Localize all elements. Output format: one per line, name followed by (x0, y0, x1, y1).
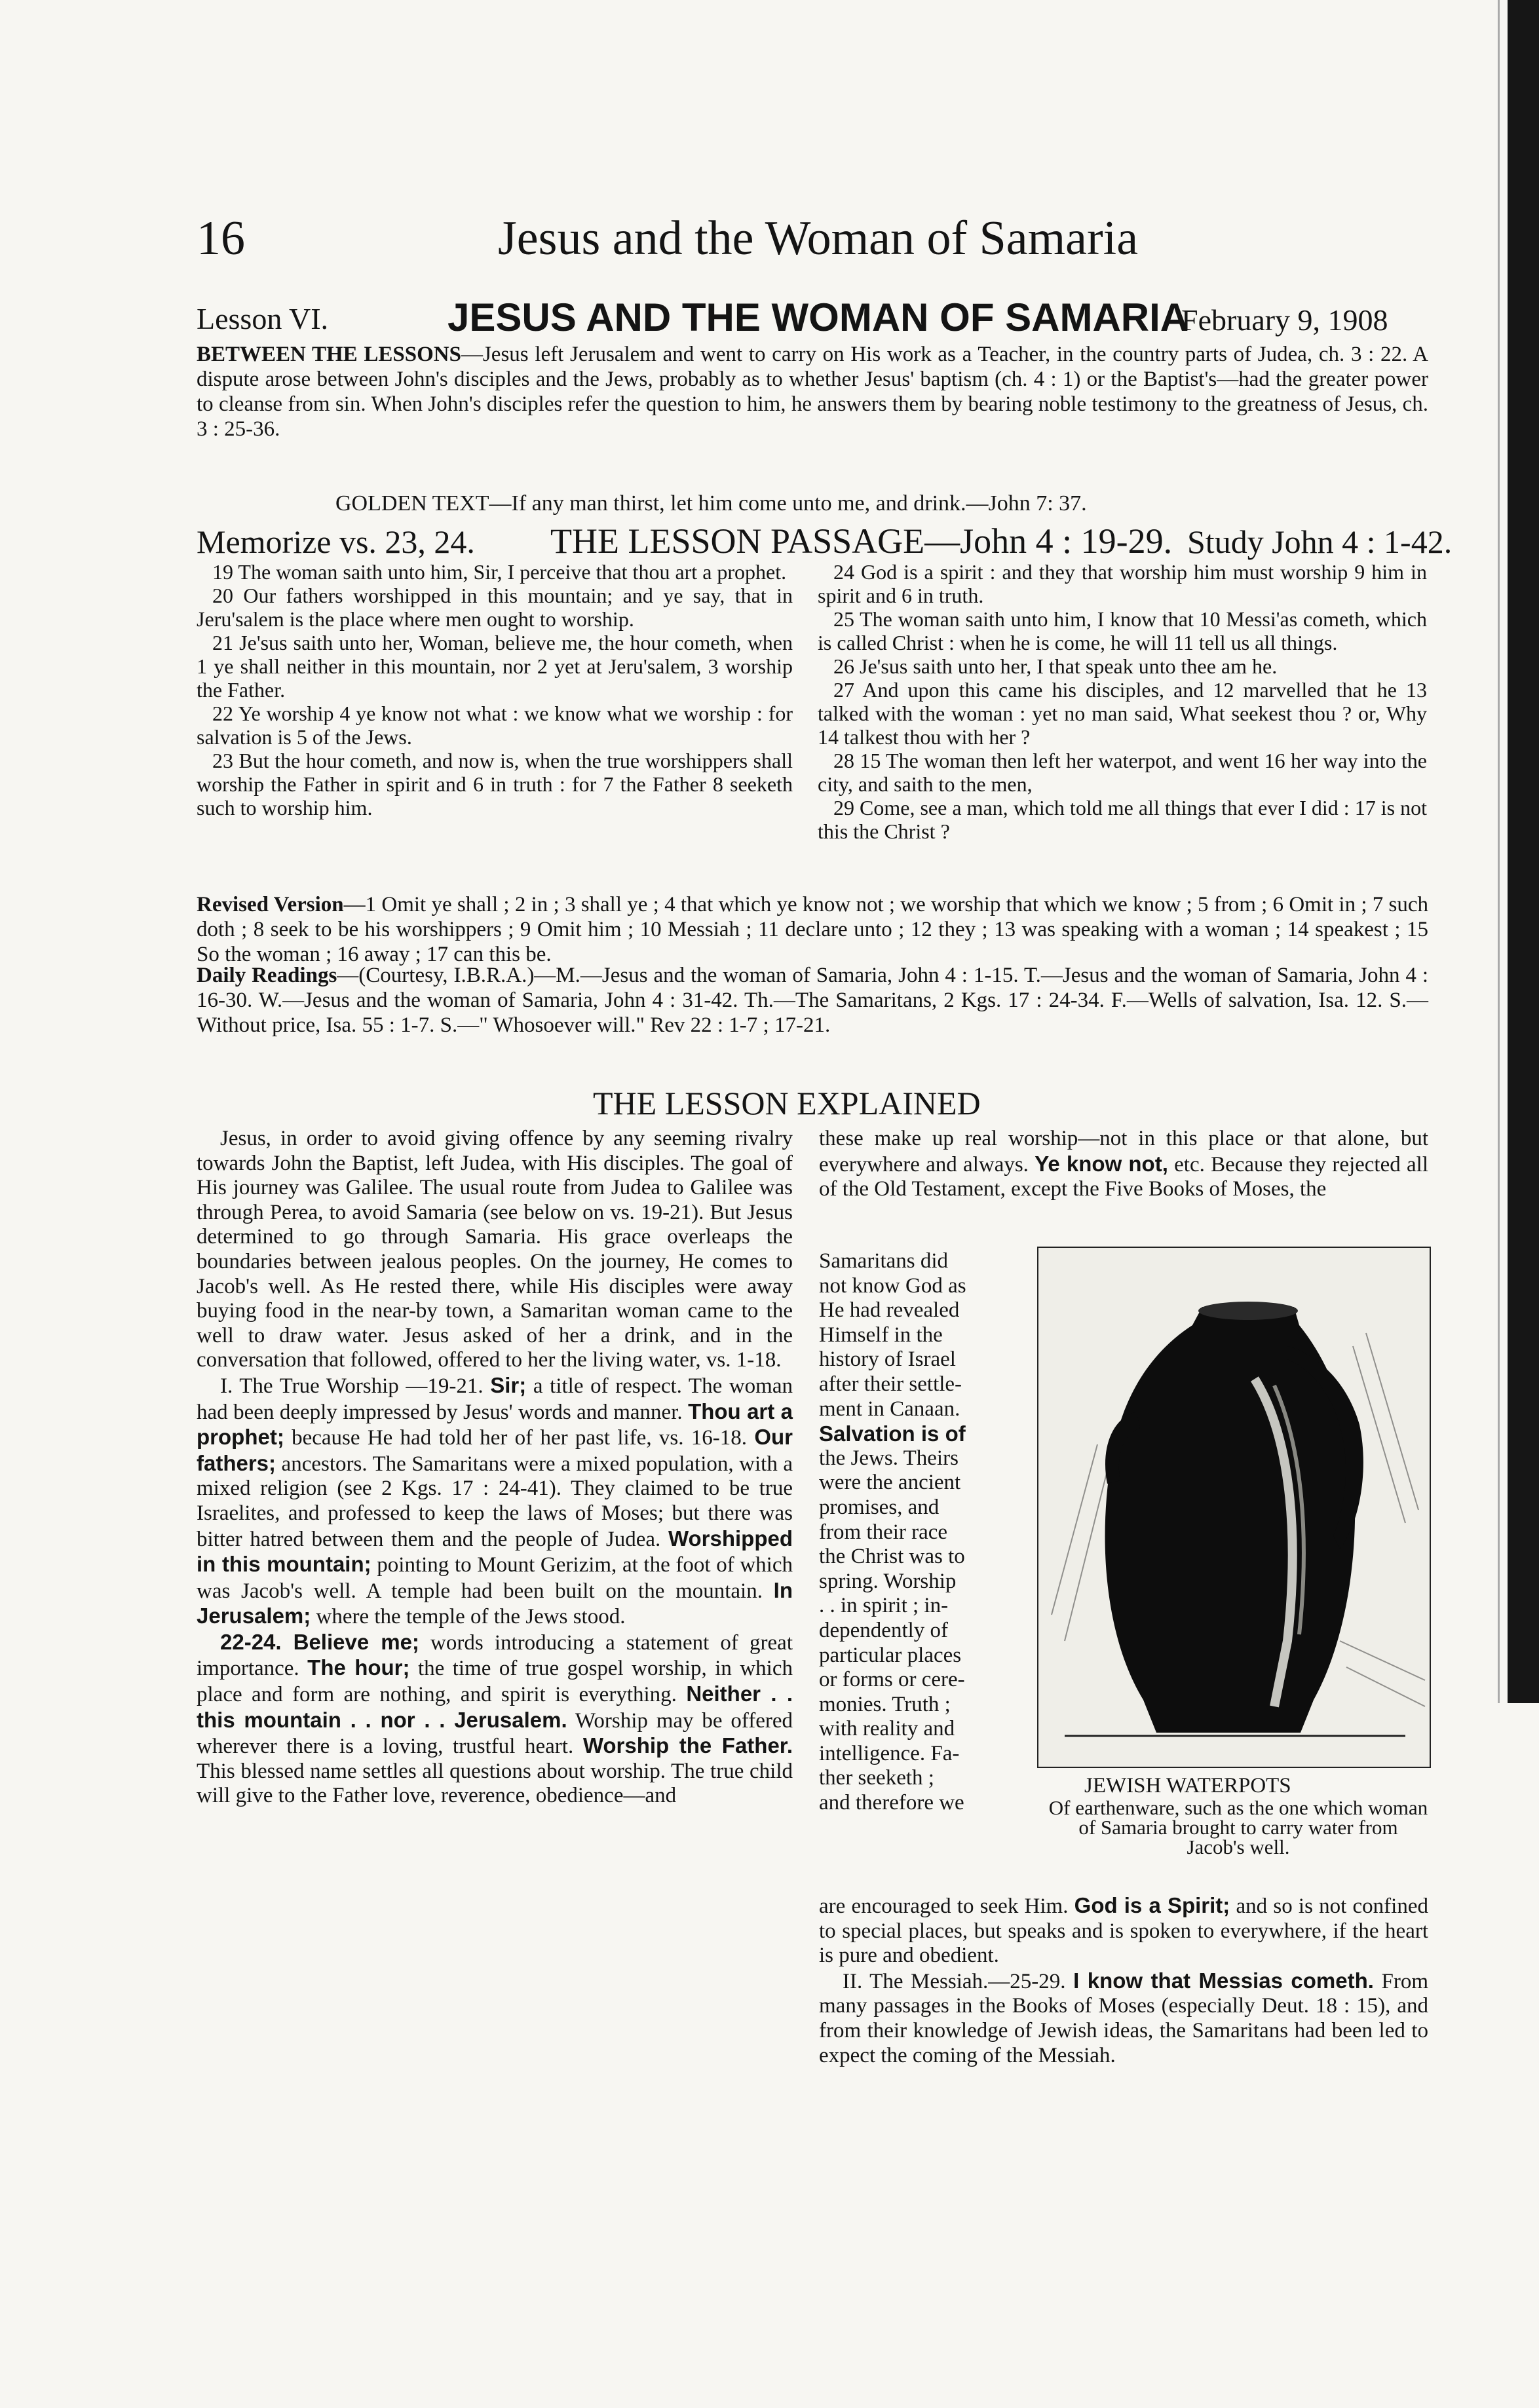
section-heading: II. The Messiah.—25-29. (843, 1969, 1066, 1993)
section-true-worship: I. The True Worship —19-21. Sir; a title of respect. The woman had been deeply impressed by Jesus' words and manner. Thou art a prophet; because He had told her of her past life, vs. 16-18. Our fathers; ancestors. The Samaritans were a mixed population, with a mixed religion (see 2 Kgs. 17 : 24-41). They claimed to be true Israelites, and professed to keep the laws of Moses; but there was bitter hatred between them and the people of Judea. Worshipped in this mountain; pointing to Mount Gerizim, at the foot of which was Jacob's well. A temple had been built on the mountain. In Jerusalem; where the temple of the Jews stood. (197, 1372, 793, 1629)
between-text: —Jesus left Jerusalem and went to carry on His work as a Teacher, in the country parts of Judea, ch. 3 : 22. A dispute arose between John's disciples and the Jews, probably as to whether Jesus' baptism (ch. 4 : 1) or the Baptist's—had the greater power to cleanse from sin. When John's disciples refer the question to him, he answers them by bearing noble testimony to the greatness of Jesus, ch. 3 : 25-36. (197, 343, 1428, 441)
page-number: 16 (197, 212, 245, 265)
continued-paragraph: these make up real worship—not in this place or that alone, but everywhere and always. Ye know not, etc. Because they rejected all of the Old Testament, except the Five Books of Moses, the (819, 1127, 1428, 1201)
running-head: Jesus and the Woman of Samaria (498, 212, 1139, 265)
text-line: were the ancient (819, 1471, 961, 1495)
verses-22-24-paragraph: 22-24. Believe me; words introducing a statement of great importance. The hour; the time of true gospel worship, in which place and form are nothing, and spirit is everything. Neither . . this mountain . . nor . . Jerusalem. Worship may be offered wherever there is a loving, trustful heart. Worship the Father. This blessed name settles all questions about worship. The true child will give to the Father love, reverence, obedience—and (197, 1629, 793, 1808)
between-lessons (197, 342, 1428, 442)
daily-label: Daily Readings (197, 964, 337, 987)
explanation-right-bottom (819, 1893, 1428, 2068)
verse: 28 15 The woman then left her waterpot, and went 16 her way into the city, and saith to the men, (818, 749, 1427, 796)
waterpot-illustration (1037, 1247, 1431, 1768)
text-line: intelligence. Fa- (819, 1741, 960, 1765)
golden-text: GOLDEN TEXT—If any man thirst, let him come unto me, and drink.—John 7: 37. (335, 491, 1087, 516)
section-messiah: II. The Messiah.—25-29. I know that Messias cometh. From many passages in the Books of Moses (especially Deut. 18 : 15), and from their knowledge of Jewish ideas, the Samaritans had been led to expect the coming of the Messiah. (819, 1968, 1429, 2067)
verse: 21 Je'sus saith unto her, Woman, believe me, the hour cometh, when 1 ye shall neither in this mountain, nor 2 yet at Jeru'salem, 3 worship the Father. (197, 631, 793, 702)
text-line: from their race (819, 1520, 948, 1544)
verse: 25 The woman saith unto him, I know that 10 Messi'as cometh, which is called Christ : when he is come, he will 11 tell us all things. (818, 607, 1427, 654)
text-line: not know God as (819, 1273, 966, 1298)
revised-version-notes (197, 892, 1428, 967)
intro-paragraph: Jesus, in order to avoid giving offence by any seeming rivalry towards John the Baptist, left Judea, with His disciples. The goal of His journey was Galilee. The usual route from Judea to Galilee was through Perea, to avoid Samaria (see below on vs. 19-21). But Jesus determined to go through Samaria. His grace overleaps the boundaries between jealous peoples. On the journey, He comes to Jacob's well. As He rested there, while His disciples were away buying food in the near-by town, a Samaritan woman came to the well to draw water. Jesus asked of her a drink, and in the conversation that followed, offered to her the living water, vs. 1-18. (197, 1127, 793, 1372)
text-line: dependently of (819, 1618, 949, 1642)
verse: 22 Ye worship 4 ye know not what : we know what we worship : for salvation is 5 of the Jews. (197, 702, 793, 749)
verse: 27 And upon this came his disciples, and 12 marvelled that he 13 talked with the woman : yet no man said, What seekest thou ? or, Why 14 talkest thou with her ? (818, 678, 1427, 749)
caption-title: JEWISH WATERPOTS (1084, 1774, 1291, 1797)
text-line: with reality and (819, 1717, 955, 1741)
text-line: or forms or cere- (819, 1668, 965, 1692)
text-line: the Christ was to (819, 1545, 965, 1569)
between-label: BETWEEN THE LESSONS (197, 343, 461, 366)
text-line: particular places (819, 1643, 962, 1667)
daily-text: —(Courtesy, I.B.R.A.)—M.—Jesus and the woman of Samaria, John 4 : 1-15. T.—Jesus and the woman of Samaria, John 4 : 16-30. W.—Jesus and the woman of Samaria, John 4 : 31-42. Th.—The Samaritans, 2 Kgs. 17 : 24-34. F.—Wells of salvation, Isa. 12. S.—Without price, Isa. 55 : 1-7. S.—" Whosoever will." Rev 22 : 1-7 ; 17-21. (197, 964, 1428, 1037)
lesson-number: Lesson VI. (197, 302, 329, 335)
text-line: Salvation is of (819, 1421, 966, 1446)
text-line: monies. Truth ; (819, 1692, 951, 1716)
lesson-passage-title: THE LESSON PASSAGE—John 4 : 19-29. (550, 521, 1173, 561)
text-line: promises, and (819, 1495, 940, 1519)
text-line: spring. Worship (819, 1569, 957, 1593)
daily-readings (197, 963, 1428, 1038)
text-line: and therefore we (819, 1791, 964, 1815)
scan-edge-line (1498, 0, 1500, 1703)
text-line: ment in Canaan. (819, 1397, 960, 1421)
text-line: the Jews. Theirs (819, 1446, 959, 1470)
waterpot-image (1038, 1248, 1430, 1767)
text-line: Samaritans did (819, 1249, 949, 1273)
explanation-right-top (819, 1127, 1428, 1202)
verse: 26 Je'sus saith unto her, I that speak unto thee am he. (833, 654, 1278, 678)
scripture-right-column (818, 560, 1427, 843)
scripture-left-column (197, 560, 793, 819)
memorize-verses: Memorize vs. 23, 24. (197, 523, 475, 560)
verse: 19 The woman saith unto him, Sir, I perceive that thou art a prophet. (212, 560, 787, 584)
lesson-title: JESUS AND THE WOMAN OF SAMARIA (447, 295, 1189, 339)
narrow-text-beside-image (819, 1249, 1016, 1816)
text-line: ther seeketh ; (819, 1766, 934, 1790)
verse: 29 Come, see a man, which told me all things that ever I did : 17 is not this the Christ ? (818, 796, 1427, 843)
verse: 24 God is a spirit : and they that worship him must worship 9 him in spirit and 6 in truth. (818, 560, 1427, 607)
text-line: history of Israel (819, 1347, 956, 1372)
lesson-explained-heading: THE LESSON EXPLAINED (593, 1085, 981, 1121)
revised-text: —1 Omit ye shall ; 2 in ; 3 shall ye ; 4 that which ye know not ; we worship that which we know ; 5 from ; 6 Omit in ; 7 such doth ; 8 seek to be his worshippers ; 9 Omit him ; 10 Messiah ; 11 declare unto ; 12 they ; 13 was speaking with a woman ; 14 speakest ; 15 So the woman ; 16 away ; 17 can this be. (197, 893, 1428, 966)
scan-edge-shadow (1508, 0, 1539, 1703)
text-line: He had revealed (819, 1298, 960, 1323)
lesson-date: February 9, 1908 (1181, 303, 1388, 337)
caption-text: Of earthenware, such as the one which woman of Samaria brought to carry water from Jacob's well. (1048, 1796, 1428, 1858)
text-line: Himself in the (819, 1323, 943, 1347)
verse: 23 But the hour cometh, and now is, when the true worshippers shall worship the Father in spirit and 6 in truth : for 7 the Father 8 seeketh such to worship him. (197, 749, 793, 819)
explanation-left-column (197, 1127, 793, 1809)
section-heading: I. The True Worship —19-21. (220, 1374, 484, 1398)
study-reference: Study John 4 : 1-42. (1187, 523, 1453, 560)
verse: 20 Our fathers worshipped in this mountain; and ye say, that in Jeru'salem is the place where men ought to worship. (197, 584, 793, 631)
continued-paragraph: are encouraged to seek Him. God is a Spirit; and so is not confined to special places, but speaks and is spoken to everywhere, if the heart is pure and obedient. (819, 1893, 1428, 1968)
revised-label: Revised Version (197, 893, 344, 916)
text-line: . . in spirit ; in- (819, 1594, 949, 1618)
text-line: after their settle- (819, 1372, 962, 1396)
